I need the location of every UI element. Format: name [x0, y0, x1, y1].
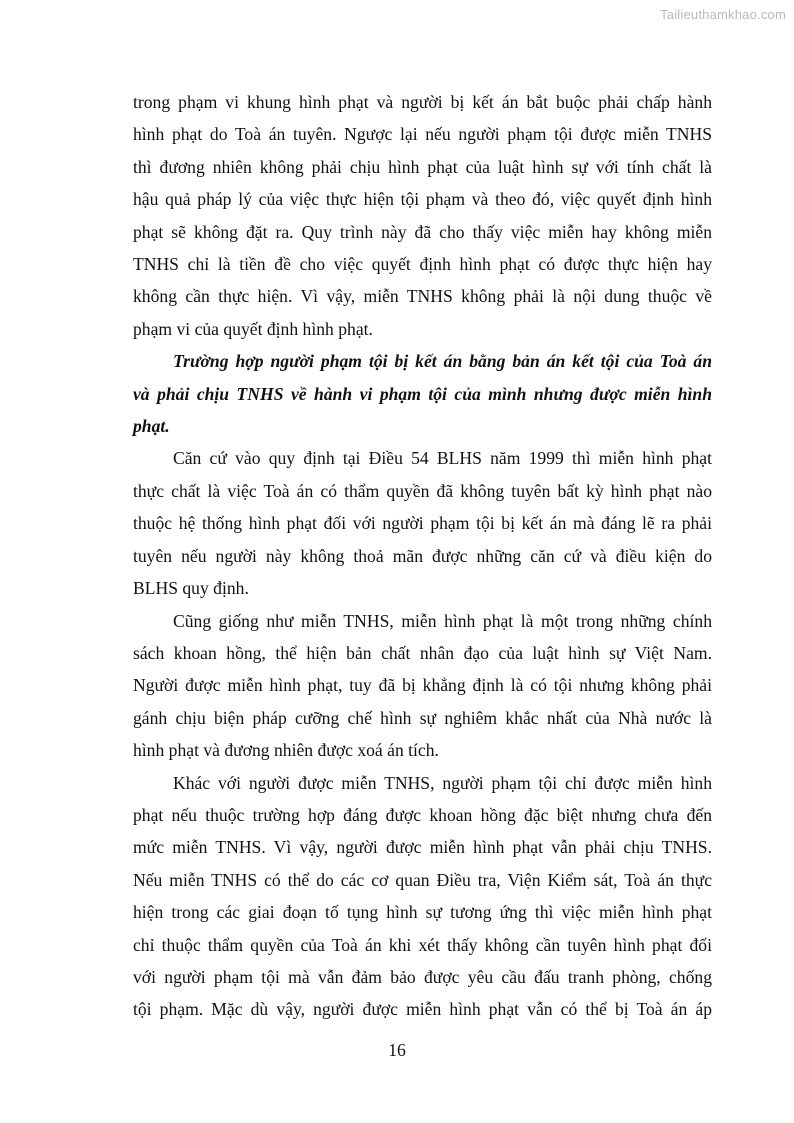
text-line: tội phạm. Mặc dù vậy, người được miễn hình phạt vẫn có thể bị Toà án áp — [133, 999, 712, 1020]
text-line: Căn cứ vào quy định tại Điều 54 BLHS năm 1999 thì miễn hình phạt — [173, 448, 712, 469]
paragraph — [133, 605, 712, 767]
text-line: với người phạm tội mà vẫn đảm bảo được yêu cầu đấu tranh phòng, chống — [133, 966, 712, 987]
text-line: tuyên nếu người này không thoả mãn được những căn cứ và điều kiện do — [133, 545, 712, 566]
paragraph — [133, 442, 712, 604]
document-body — [133, 86, 712, 1026]
text-line: chỉ thuộc thẩm quyền của Toà án khi xét thấy không cần tuyên hình phạt đối — [133, 934, 712, 955]
text-line: phạt sẽ không đặt ra. Quy trình này đã cho thấy việc miễn hay không miễn — [133, 221, 712, 242]
text-line: Cũng giống như miễn TNHS, miễn hình phạt là một trong những chính — [173, 610, 712, 631]
text-line: thực chất là việc Toà án có thẩm quyền đã không tuyên bất kỳ hình phạt nào — [133, 480, 712, 501]
section-heading — [133, 345, 712, 442]
paragraph — [133, 767, 712, 1026]
text-line: thì đương nhiên không phải chịu hình phạt của luật hình sự với tính chất là — [133, 156, 712, 177]
text-line: hậu quả pháp lý của việc thực hiện tội phạm và theo đó, việc quyết định hình — [133, 189, 712, 210]
text-line: mức miễn TNHS. Vì vậy, người được miễn hình phạt vẫn phải chịu TNHS. — [133, 837, 712, 858]
text-line: hình phạt do Toà án tuyên. Ngược lại nếu người phạm tội được miễn TNHS — [133, 124, 712, 145]
text-line: TNHS chỉ là tiền đề cho việc quyết định hình phạt có được thực hiện hay — [133, 254, 712, 275]
text-line: phạm vi của quyết định hình phạt. — [133, 318, 373, 339]
text-line: hình phạt và đương nhiên được xoá án tích. — [133, 740, 439, 761]
text-line: Người được miễn hình phạt, tuy đã bị khẳng định là có tội nhưng không phải — [133, 675, 712, 696]
text-line: BLHS quy định. — [133, 578, 249, 599]
text-line: thuộc hệ thống hình phạt đối với người phạm tội bị kết án mà đáng lẽ ra phải — [133, 513, 712, 534]
text-line: Khác với người được miễn TNHS, người phạm tội chỉ được miễn hình — [173, 772, 712, 793]
watermark-text: Tailieuthamkhao.com — [660, 7, 786, 22]
text-line: hiện trong các giai đoạn tố tụng hình sự tương ứng thì việc miễn hình phạt — [133, 902, 712, 923]
text-line: trong phạm vi khung hình phạt và người bị kết án bắt buộc phải chấp hành — [133, 92, 712, 112]
text-line: gánh chịu biện pháp cưỡng chế hình sự nghiêm khắc nhất của Nhà nước là — [133, 707, 712, 728]
text-line: Nếu miễn TNHS có thể do các cơ quan Điều tra, Viện Kiểm sát, Toà án thực — [133, 869, 712, 890]
text-line: không cần thực hiện. Vì vậy, miễn TNHS không phải là nội dung thuộc về — [133, 286, 712, 307]
text-line: và phải chịu TNHS về hành vi phạm tội của mình nhưng được miễn hình — [133, 383, 712, 404]
text-line: sách khoan hồng, thể hiện bản chất nhân đạo của luật hình sự Việt Nam. — [133, 642, 712, 663]
text-line: phạt nếu thuộc trường hợp đáng được khoan hồng đặc biệt nhưng chưa đến — [133, 804, 712, 825]
text-line: Trường hợp người phạm tội bị kết án bằng bản án kết tội của Toà án — [173, 351, 712, 372]
text-line: phạt. — [133, 416, 170, 437]
paragraph — [133, 86, 712, 345]
page-number: 16 — [388, 1040, 406, 1060]
